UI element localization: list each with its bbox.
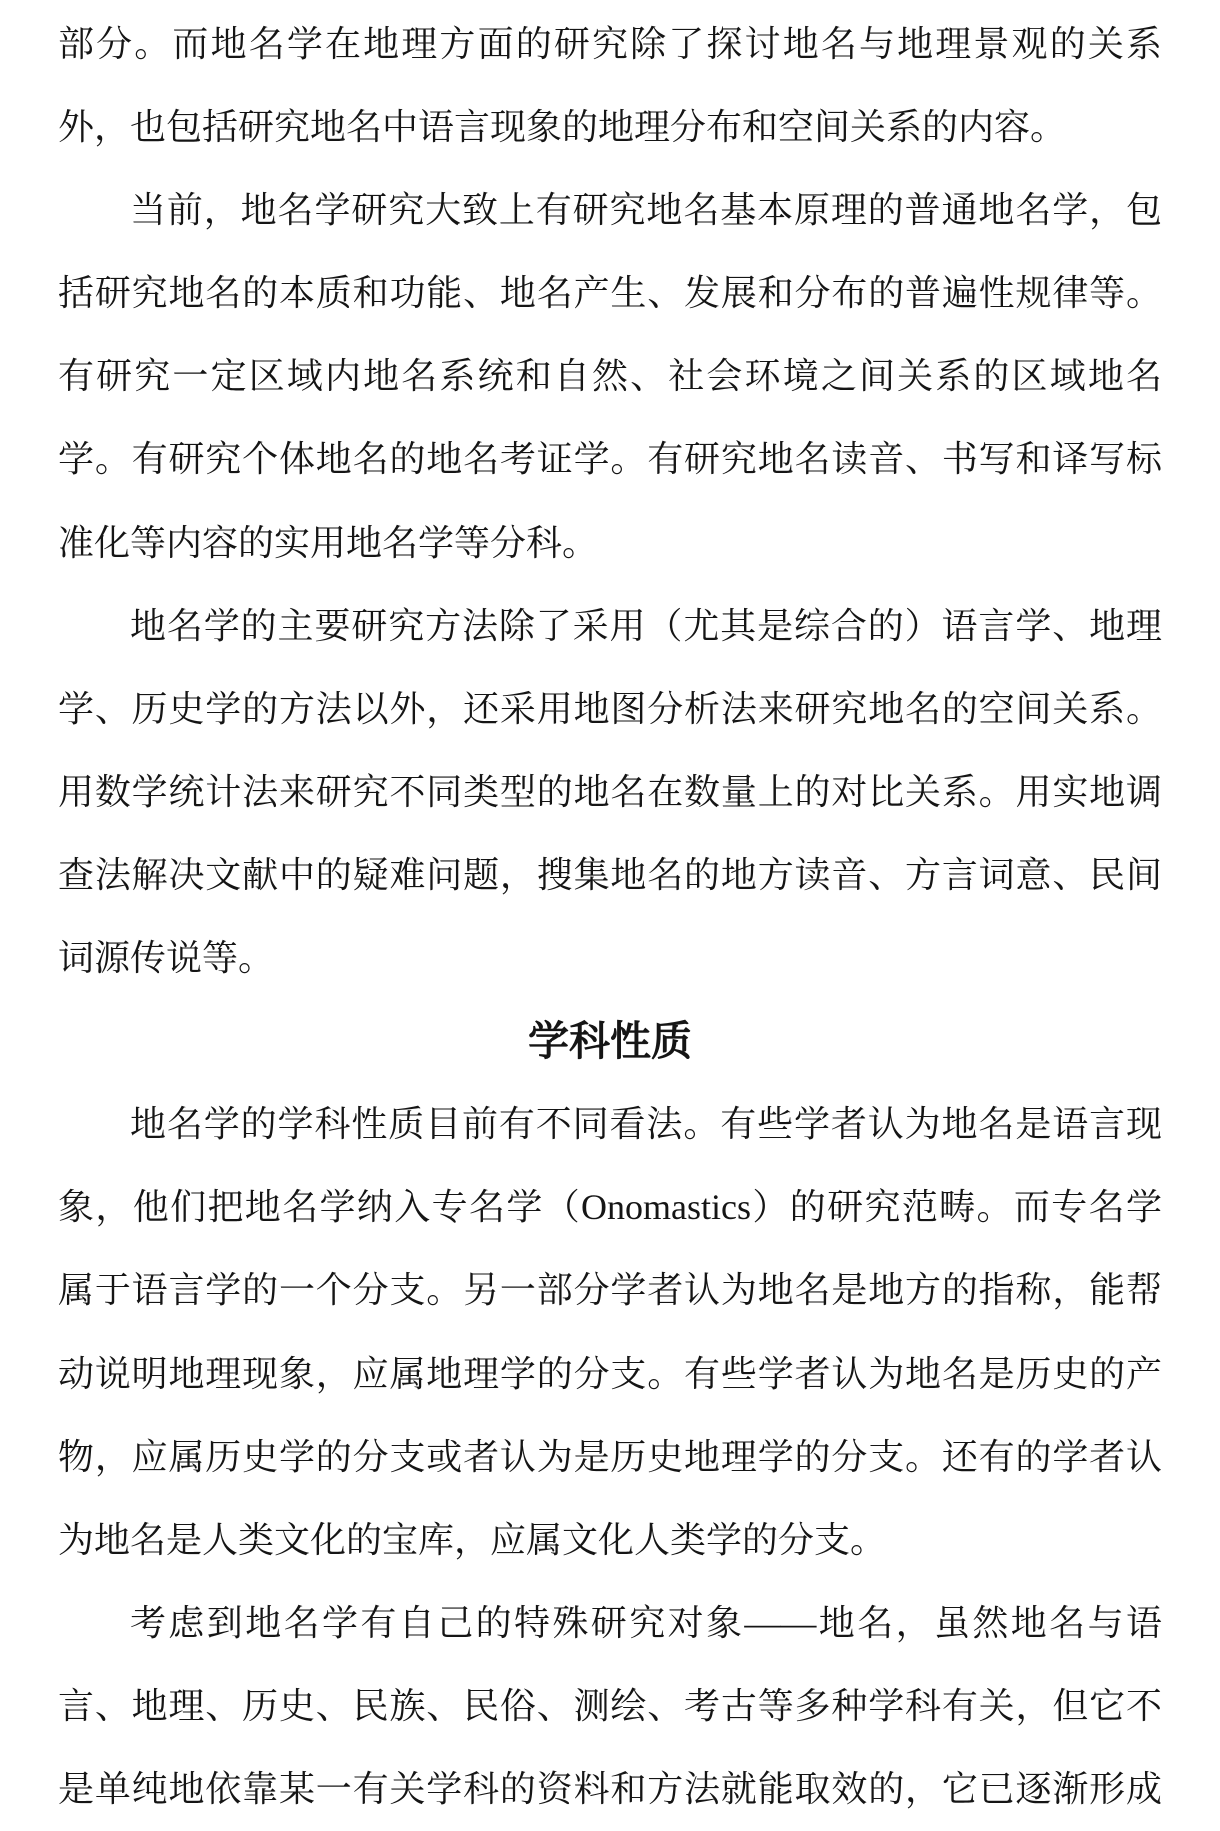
text-line: 外，也包括研究地名中语言现象的地理分布和空间关系的内容。 [58, 107, 1067, 148]
paragraph [58, 169, 1162, 584]
text-line: 地名学的主要研究方法除了采用（尤其是综合的）语言学、地理 [130, 605, 1162, 646]
text-line: 象，他们把地名学纳入专名学（Onomastics）的研究范畴。而专名学 [58, 1187, 1162, 1228]
text-line: 学。有研究个体地名的地名考证学。有研究地名读音、书写和译写标 [58, 439, 1162, 480]
text-line: 属于语言学的一个分支。另一部分学者认为地名是地方的指称，能帮 [58, 1270, 1162, 1311]
text-line: 动说明地理现象，应属地理学的分支。有些学者认为地名是历史的产 [58, 1353, 1162, 1394]
paragraph [58, 585, 1162, 1000]
text-line: 括研究地名的本质和功能、地名产生、发展和分布的普遍性规律等。 [58, 273, 1162, 314]
text-line: 有研究一定区域内地名系统和自然、社会环境之间关系的区域地名 [58, 356, 1162, 397]
text-line: 部分。而地名学在地理方面的研究除了探讨地名与地理景观的关系 [58, 24, 1162, 64]
text-line: 查法解决文献中的疑难问题，搜集地名的地方读音、方言词意、民间 [58, 854, 1162, 895]
text-line: 当前，地名学研究大致上有研究地名基本原理的普通地名学，包 [130, 190, 1162, 231]
text-line: 为地名是人类文化的宝库，应属文化人类学的分支。 [58, 1519, 887, 1560]
section-heading: 学科性质 [528, 1018, 692, 1065]
text-line: 准化等内容的实用地名学等分科。 [58, 522, 599, 563]
text-line: 物，应属历史学的分支或者认为是历史地理学的分支。还有的学者认 [58, 1436, 1162, 1477]
paragraph [58, 3, 1162, 169]
text-line: 用数学统计法来研究不同类型的地名在数量上的对比关系。用实地调 [58, 771, 1162, 812]
text-line: 地名学的学科性质目前有不同看法。有些学者认为地名是语言现 [130, 1104, 1162, 1145]
paragraph [58, 1582, 1162, 1831]
paragraph [58, 1083, 1162, 1582]
text-line: 言、地理、历史、民族、民俗、测绘、考古等多种学科有关，但它不 [58, 1685, 1162, 1726]
text-line: 是单纯地依靠某一有关学科的资料和方法就能取效的，它已逐渐形成 [58, 1768, 1162, 1809]
text-line: 学、历史学的方法以外，还采用地图分析法来研究地名的空间关系。 [58, 688, 1162, 729]
text-line: 考虑到地名学有自己的特殊研究对象——地名，虽然地名与语 [130, 1602, 1162, 1643]
text-line: 词源传说等。 [58, 938, 275, 979]
